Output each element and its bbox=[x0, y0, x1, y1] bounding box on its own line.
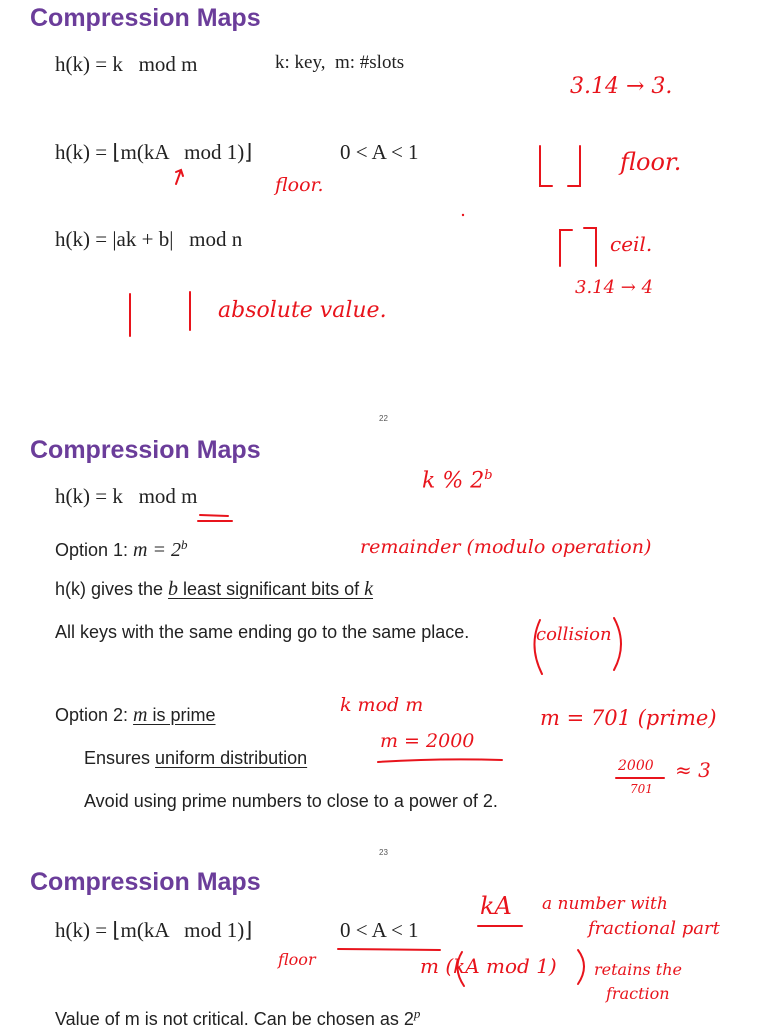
option-2-line: Option 2: m is prime bbox=[55, 704, 216, 726]
slide-title: Compression Maps bbox=[30, 868, 261, 896]
collision-paren-right bbox=[614, 618, 621, 670]
equation-note: k: key, m: #slots bbox=[275, 52, 405, 73]
value-line: Value of m is not critical. Can be chosen as 2$^p$ bbox=[55, 1006, 421, 1029]
note-ceil-example: 3.14 → 4 bbox=[575, 277, 654, 298]
uniform-line: Ensures uniform distribution bbox=[84, 748, 308, 768]
equation-mod: h(k) = k mod m bbox=[55, 484, 198, 508]
note-floor-word: floor. bbox=[620, 148, 682, 176]
slide-title: Compression Maps bbox=[30, 436, 261, 464]
note-fractional-part: fractional part bbox=[588, 918, 720, 939]
note-number-with: a number with bbox=[542, 894, 668, 914]
note-ceil-word: ceil. bbox=[610, 232, 653, 256]
equation-condition: 0 < A < 1 bbox=[340, 918, 419, 942]
note-floor: floor bbox=[278, 950, 316, 969]
note-kA: kA bbox=[480, 892, 512, 920]
bits-line: h(k) gives the b least significant bits of k bbox=[55, 578, 374, 600]
note-frac-num: 2000 bbox=[618, 758, 654, 774]
condition-underline bbox=[338, 949, 440, 950]
equation-floor: h(k) = ⌊m(kA mod 1)⌋ bbox=[55, 918, 253, 942]
avoid-line: Avoid using prime numbers to close to a power of 2. bbox=[84, 791, 498, 811]
equation-abs: h(k) = |ak + b| mod n bbox=[55, 227, 243, 251]
page-number: 23 bbox=[379, 848, 388, 857]
m-2000-underline bbox=[378, 759, 502, 762]
slide-22 bbox=[0, 0, 768, 423]
paren-right bbox=[578, 950, 584, 984]
note-collision: collision bbox=[536, 624, 612, 645]
note-m-2000: m = 2000 bbox=[380, 730, 475, 752]
equation-floor: h(k) = ⌊m(kA mod 1)⌋ bbox=[55, 140, 253, 164]
note-floor-under: floor. bbox=[275, 174, 324, 196]
ceil-symbol-drawing bbox=[560, 228, 596, 266]
note-retains: retains the bbox=[594, 960, 683, 979]
note-k-mod-m: k mod m bbox=[340, 694, 424, 716]
same-ending-line: All keys with the same ending go to the same place. bbox=[55, 622, 470, 642]
note-absolute-value: absolute value. bbox=[218, 298, 387, 323]
page-number: 22 bbox=[379, 414, 388, 423]
option-1-line: Option 1: $m = 2^b$ bbox=[55, 537, 188, 561]
floor-symbol-drawing bbox=[540, 146, 580, 186]
ink-dot bbox=[462, 214, 464, 216]
note-round-example: 3.14 → 3. bbox=[570, 74, 673, 99]
m-double-underline bbox=[198, 515, 232, 521]
slide-title: Compression Maps bbox=[30, 4, 261, 32]
note-frac-approx: ≈ 3 bbox=[675, 758, 711, 782]
note-k-mod: k % 2$^b$ bbox=[422, 468, 493, 494]
slide-24 bbox=[0, 864, 768, 1029]
note-m-kA-mod: m (kA mod 1) bbox=[420, 954, 557, 978]
pointer-arrow bbox=[176, 170, 183, 184]
note-m-701: m = 701 (prime) bbox=[540, 706, 717, 730]
slide-23 bbox=[0, 432, 768, 857]
equation-mod: h(k) = k mod m bbox=[55, 52, 198, 76]
equation-condition: 0 < A < 1 bbox=[340, 140, 419, 164]
note-frac-den: 701 bbox=[630, 782, 653, 796]
note-fraction: fraction bbox=[606, 984, 670, 1003]
note-remainder: remainder (modulo operation) bbox=[360, 536, 652, 558]
